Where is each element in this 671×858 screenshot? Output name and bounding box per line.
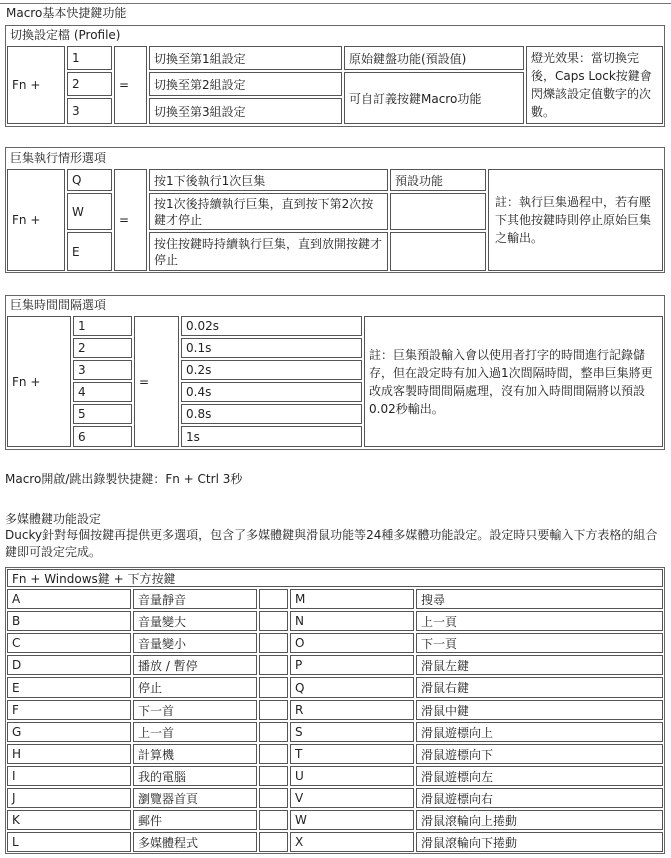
macro-exec-default-e: [390, 232, 486, 271]
profile-func-custom-label: 可自訂義按鍵Macro功能: [349, 91, 482, 106]
interval-key-3: [73, 360, 132, 380]
page-title: Macro基本快捷鍵功能: [6, 6, 127, 20]
macro-exec-key-q: [67, 169, 112, 191]
macro-exec-key-e: [67, 232, 112, 271]
interval-value-2: [181, 338, 362, 358]
multimedia-key-label: H: [12, 747, 22, 761]
multimedia-spacer-cell: [259, 766, 288, 786]
multimedia-left-func-k: [133, 810, 257, 830]
multimedia-key-label: I: [12, 769, 16, 783]
macro-exec-default-w: [390, 193, 486, 230]
profile-func-custom: [344, 72, 524, 124]
multimedia-left-func-b: [133, 611, 257, 631]
profile-eq-cell: [114, 46, 147, 124]
interval-key-5-label: 5: [78, 407, 86, 421]
interval-key-1-label: 1: [78, 319, 86, 333]
interval-key-3-label: 3: [78, 363, 86, 377]
profile-action-2-label: 切換至第2組設定: [154, 77, 246, 92]
multimedia-func-label: 下一頁: [421, 636, 458, 651]
multimedia-right-func-n: [416, 611, 663, 631]
multimedia-key-label: Q: [295, 680, 305, 695]
multimedia-spacer-cell: [259, 677, 288, 698]
multimedia-left-func-l: [133, 832, 257, 852]
interval-note-label: 註：巨集預設輸入會以使用者打字的時間進行記錄儲存，但在設定時有加入過1次間隔時間，整串巨集將更改成客製時間間隔處理，沒有加入時間間隔將以預設0.02秒輸出。: [369, 347, 653, 416]
multimedia-right-key-m: [290, 589, 414, 609]
profile-func-default: [344, 46, 524, 70]
multimedia-left-key-e: [7, 677, 131, 698]
multimedia-right-key-q: [290, 677, 414, 698]
interval-key-4-label: 4: [78, 385, 86, 399]
multimedia-key-label: A: [12, 592, 21, 606]
interval-value-1-label: 0.02s: [186, 319, 219, 333]
multimedia-func-label: 郵件: [138, 813, 163, 828]
multimedia-right-func-r: [416, 700, 663, 720]
multimedia-key-label: O: [295, 636, 305, 650]
interval-fn-cell: [7, 316, 71, 447]
multimedia-func-label: 滑鼠遊標向下: [421, 747, 494, 762]
multimedia-left-func-h: [133, 744, 257, 764]
multimedia-left-key-d: [7, 655, 131, 675]
multimedia-key-label: K: [12, 813, 20, 827]
interval-key-2-label: 2: [78, 341, 86, 355]
multimedia-key-label: X: [295, 835, 304, 849]
multimedia-right-key-t: [290, 744, 414, 764]
multimedia-key-label: M: [295, 592, 306, 606]
multimedia-spacer-cell: [259, 810, 288, 830]
multimedia-key-label: W: [295, 813, 307, 827]
macro-exec-desc-q-label: 按1下後執行1次巨集: [154, 173, 266, 188]
macro-exec-note-label: 註：執行巨集過程中，若有壓下其他按鍵時則停止原始巨集之輸出。: [495, 195, 652, 245]
interval-eq-label: =: [139, 374, 150, 389]
multimedia-key-label: J: [12, 791, 16, 805]
interval-value-3-label: 0.2s: [186, 363, 212, 377]
multimedia-right-key-r: [290, 700, 414, 720]
interval-key-6: [73, 426, 132, 447]
multimedia-left-func-d: [133, 655, 257, 675]
multimedia-func-label: 音量變大: [138, 614, 187, 629]
macro-exec-key-e-label: E: [72, 244, 80, 259]
multimedia-left-func-f: [133, 700, 257, 720]
multimedia-key-label: L: [12, 835, 19, 849]
profile-action-1: [149, 46, 342, 70]
multimedia-spacer-cell: [259, 655, 288, 675]
macro-exec-key-w: [67, 193, 112, 230]
multimedia-right-key-o: [290, 633, 414, 653]
multimedia-right-key-p: [290, 655, 414, 675]
multimedia-right-key-w: [290, 810, 414, 830]
multimedia-key-label: P: [295, 658, 303, 672]
multimedia-spacer-cell: [259, 589, 288, 609]
multimedia-func-label: 滑鼠遊標向右: [421, 791, 494, 806]
macro-exec-fn-label: Fn +: [12, 213, 41, 227]
multimedia-func-label: 下一首: [138, 703, 175, 718]
multimedia-spacer-cell: [259, 611, 288, 631]
multimedia-spacer-cell: [259, 722, 288, 742]
multimedia-key-label: D: [12, 658, 22, 672]
interval-heading: 巨集時間間隔選項: [10, 298, 107, 312]
multimedia-left-key-l: [7, 832, 131, 852]
multimedia-func-label: 播放 / 暫停: [138, 658, 198, 673]
multimedia-func-label: 滑鼠右鍵: [421, 681, 470, 695]
multimedia-key-label: S: [295, 725, 303, 739]
multimedia-key-label: N: [295, 614, 304, 628]
profile-action-3-label: 切換至第3組設定: [154, 104, 246, 119]
macro-exec-default-q: [390, 169, 486, 191]
multimedia-right-key-u: [290, 766, 414, 786]
multimedia-func-label: 滑鼠遊標向左: [421, 769, 494, 784]
multimedia-right-key-n: [290, 611, 414, 631]
interval-value-5: [181, 404, 362, 424]
multimedia-key-label: T: [295, 747, 303, 761]
macro-exec-desc-q: [149, 169, 388, 191]
interval-value-4-label: 0.4s: [186, 385, 212, 399]
profile-heading: 切換設定檔 (Profile): [10, 28, 121, 42]
interval-key-2: [73, 338, 132, 358]
macro-record-line: Macro開啟/跳出錄製快捷鍵：Fn + Ctrl 3秒: [5, 472, 243, 486]
multimedia-left-key-c: [7, 633, 131, 653]
multimedia-right-func-m: [416, 589, 663, 609]
multimedia-left-key-g: [7, 722, 131, 742]
macro-exec-fn-cell: [7, 169, 65, 271]
multimedia-right-func-u: [416, 766, 663, 786]
multimedia-func-label: 滑鼠遊標向上: [421, 725, 494, 740]
multimedia-right-key-s: [290, 722, 414, 742]
interval-eq-cell: [134, 316, 179, 447]
macro-exec-eq-cell: [114, 169, 147, 271]
multimedia-right-func-o: [416, 633, 663, 653]
multimedia-desc: Ducky針對每個按鍵再提供更多選項，包含了多媒體鍵與滑鼠功能等24種多媒體功能設定。設定時只要輸入下方表格的組合鍵即可設定完成。: [5, 528, 658, 559]
multimedia-left-func-i: [133, 766, 257, 786]
macro-exec-eq-label: =: [119, 213, 130, 227]
multimedia-left-func-e: [133, 677, 257, 698]
interval-note: [364, 316, 663, 447]
multimedia-left-key-k: [7, 810, 131, 830]
multimedia-spacer-cell: [259, 744, 288, 764]
multimedia-func-label: 我的電腦: [138, 769, 187, 784]
interval-value-3: [181, 360, 362, 380]
multimedia-key-label: E: [12, 680, 20, 695]
multimedia-right-func-p: [416, 655, 663, 675]
profile-fn-label: Fn +: [12, 78, 41, 92]
multimedia-func-label: 滑鼠中鍵: [421, 703, 470, 718]
multimedia-combo: [7, 569, 663, 587]
interval-value-2-label: 0.1s: [186, 341, 212, 355]
multimedia-func-label: 音量變小: [138, 636, 187, 651]
profile-action-1-label: 切換至第1組設定: [154, 51, 246, 66]
interval-key-1: [73, 316, 132, 336]
profile-action-3: [149, 98, 342, 124]
interval-value-6: [181, 426, 362, 447]
multimedia-func-label: 計算機: [138, 747, 175, 762]
macro-exec-desc-e: [149, 232, 388, 271]
profile-action-2: [149, 72, 342, 96]
interval-fn-label: Fn +: [12, 374, 41, 389]
profile-key-3: [67, 98, 112, 124]
multimedia-left-key-b: [7, 611, 131, 631]
profile-note: 燈光效果：當切換完後，Caps Lock按鍵會閃爍該設定值數字的次數。: [526, 46, 663, 124]
multimedia-func-label: 音量靜音: [138, 592, 187, 607]
multimedia-right-key-v: [290, 788, 414, 808]
multimedia-heading: 多媒體鍵功能設定: [5, 512, 102, 526]
profile-key-2-label: 2: [72, 77, 80, 91]
macro-exec-desc-w-label: 按1次後持續執行巨集，直到按下第2次按鍵才停止: [154, 196, 374, 227]
interval-value-6-label: 1s: [186, 429, 200, 444]
multimedia-left-func-c: [133, 633, 257, 653]
multimedia-key-label: B: [12, 614, 21, 628]
multimedia-spacer-cell: [259, 832, 288, 852]
interval-value-1: [181, 316, 362, 336]
multimedia-right-func-q: [416, 677, 663, 698]
profile-eq-label: =: [119, 78, 130, 92]
multimedia-func-label: 滑鼠滾輪向上捲動: [421, 813, 518, 828]
macro-exec-desc-e-label: 按住按鍵時持續執行巨集，直到放開按鍵才停止: [154, 236, 383, 267]
macro-exec-key-q-label: Q: [72, 173, 82, 187]
interval-value-5-label: 0.8s: [186, 407, 212, 421]
multimedia-right-func-s: [416, 722, 663, 742]
multimedia-left-key-f: [7, 700, 131, 720]
profile-key-1: [67, 46, 112, 70]
multimedia-key-label: F: [12, 703, 19, 717]
multimedia-func-label: 滑鼠滾輪向下捲動: [421, 835, 518, 850]
macro-exec-heading: 巨集執行情形選項: [10, 151, 107, 165]
multimedia-right-func-x: [416, 832, 663, 852]
top-rule: [0, 3, 671, 4]
multimedia-func-label: 停止: [138, 681, 163, 695]
multimedia-left-func-a: [133, 589, 257, 609]
multimedia-func-label: 瀏覽器首頁: [138, 791, 199, 806]
profile-func-default-label: 原始鍵盤功能(預設值): [349, 51, 467, 66]
multimedia-left-key-i: [7, 766, 131, 786]
interval-key-5: [73, 404, 132, 424]
multimedia-spacer-cell: [259, 700, 288, 720]
profile-key-2: [67, 72, 112, 96]
multimedia-left-func-j: [133, 788, 257, 808]
macro-exec-desc-w: [149, 193, 388, 230]
macro-exec-default-q-label: 預設功能: [395, 173, 444, 188]
multimedia-spacer-cell: [259, 633, 288, 653]
multimedia-right-func-w: [416, 810, 663, 830]
multimedia-right-key-x: [290, 832, 414, 852]
multimedia-key-label: C: [12, 636, 21, 650]
multimedia-combo-label: Fn + Windows鍵 + 下方按鍵: [12, 571, 176, 586]
multimedia-key-label: R: [295, 703, 304, 717]
multimedia-left-func-g: [133, 722, 257, 742]
multimedia-key-label: U: [295, 769, 304, 783]
multimedia-right-func-t: [416, 744, 663, 764]
multimedia-func-label: 上一頁: [421, 614, 458, 629]
macro-exec-note: [488, 169, 663, 271]
multimedia-right-func-v: [416, 788, 663, 808]
multimedia-func-label: 上一首: [138, 725, 175, 740]
interval-key-4: [73, 382, 132, 402]
multimedia-func-label: 搜尋: [421, 592, 446, 607]
profile-fn-cell: [7, 46, 65, 124]
multimedia-left-key-h: [7, 744, 131, 764]
profile-key-1-label: 1: [72, 51, 80, 65]
interval-value-4: [181, 382, 362, 402]
multimedia-func-label: 滑鼠左鍵: [421, 658, 470, 673]
multimedia-left-key-a: [7, 589, 131, 609]
interval-key-6-label: 6: [78, 429, 86, 444]
profile-key-3-label: 3: [72, 104, 80, 118]
multimedia-func-label: 多媒體程式: [138, 835, 199, 850]
multimedia-key-label: V: [295, 791, 304, 805]
multimedia-key-label: G: [12, 725, 22, 739]
multimedia-left-key-j: [7, 788, 131, 808]
macro-exec-key-w-label: W: [72, 204, 84, 219]
multimedia-spacer-cell: [259, 788, 288, 808]
